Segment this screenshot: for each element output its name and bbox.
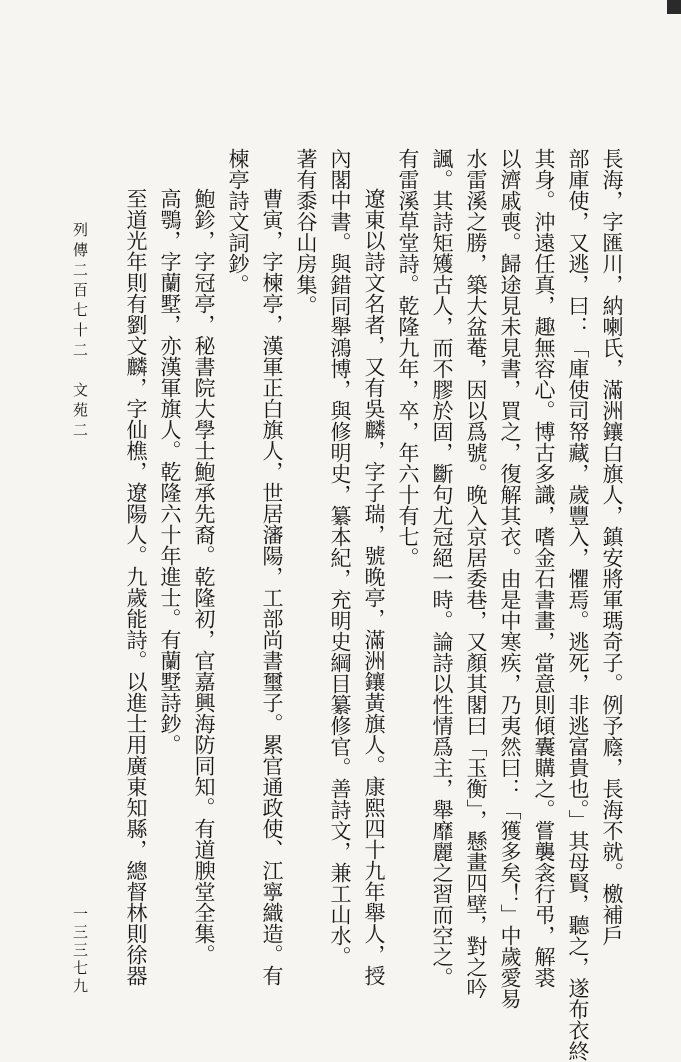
text-column: 遼東以詩文名者，又有吳麟，字子瑞，號晚亭，滿洲鑲黃旗人。康熙四十九年舉人，授 xyxy=(362,188,386,986)
text-column: 鮑鉁，字冠亭，秘書院大學士鮑承先裔。乾隆初，官嘉興海防同知。有道腴堂全集。 xyxy=(192,188,216,965)
margin-heading: 列傳二百七十二 文苑二 xyxy=(71,222,89,442)
corner-mark xyxy=(667,0,681,14)
text-column: 高鶚，字蘭墅，亦漢軍旗人。乾隆六十年進士。有蘭墅詩鈔。 xyxy=(158,188,182,755)
text-column: 以濟戚喪。歸途見未見書，買之，復解其衣。由是中寒疾，乃夷然曰：「獲多矣！」中歲愛易 xyxy=(498,148,522,1009)
text-column: 著有黍谷山房集。 xyxy=(294,148,318,316)
page-number: 一三三七九 xyxy=(71,906,89,996)
text-column: 長海，字匯川，納喇氏，滿洲鑲白旗人，鎮安將軍瑪奇子。例予廕，長海不就。檄補戶 xyxy=(600,148,624,946)
text-column: 曹寅，字楝亭，漢軍正白旗人，世居瀋陽，工部尚書璽子。累官通政使、江寧織造。有 xyxy=(260,188,284,986)
text-column: 其身。沖遠任真，趣無容心。博古多識，嗜金石書畫，當意則傾囊購之。嘗襲衾行弔，解裘 xyxy=(532,148,556,988)
text-column: 諷。其詩矩矱古人，而不膠於固，斷句尤冠絕一時。論詩以性情爲主，舉靡麗之習而空之。 xyxy=(430,148,454,988)
text-column: 楝亭詩文詞鈔。 xyxy=(226,148,250,295)
text-column: 內閣中書。與錯同舉鴻博，與修明史，纂本紀，充明史綱目纂修官。善詩文，兼工山水。 xyxy=(328,148,352,967)
text-column: 水雷溪之勝，築大盆菴，因以爲號。晚入京居委巷，又顏其閣曰「玉衡」，懸畫四壁，對之吟 xyxy=(464,148,488,999)
text-column: 部庫使，又逃，曰：「庫使司帑藏，歲豐入，懼焉。逃死，非逃富貴也。」其母賢，聽之，遂布衣終 xyxy=(566,148,590,1062)
text-column: 有雷溪草堂詩。乾隆九年，卒，年六十有七。 xyxy=(396,148,420,568)
text-column: 至道光年則有劉文麟，字仙樵，遼陽人。九歲能詩。以進士用廣東知縣，總督林則徐器 xyxy=(124,188,148,986)
